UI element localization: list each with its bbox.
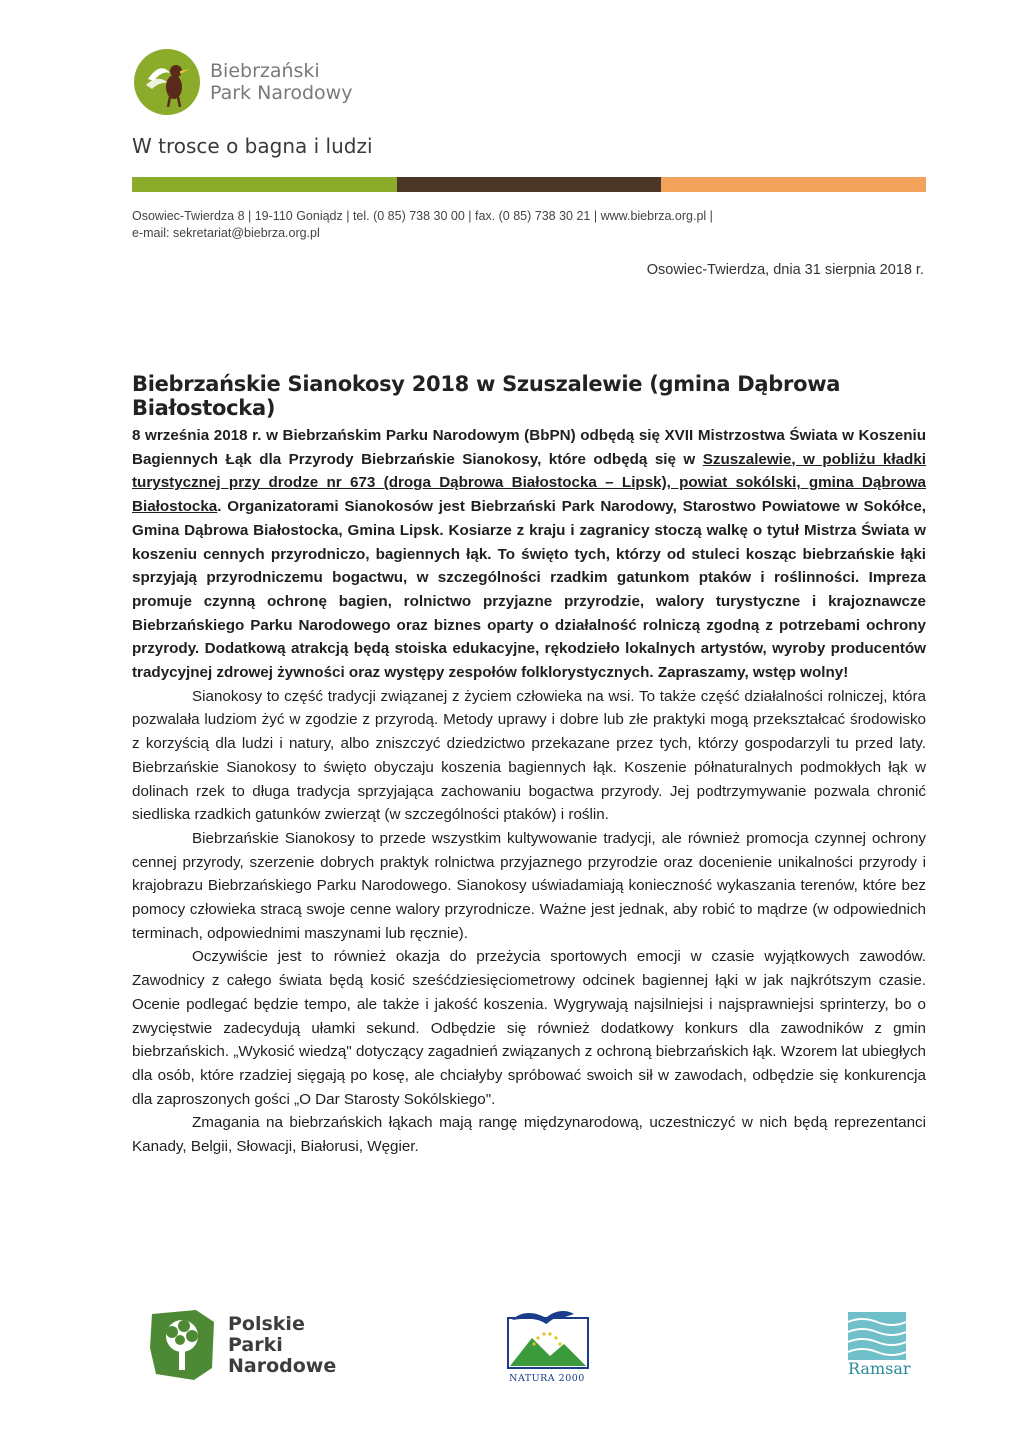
ppn-line1: Polskie	[228, 1312, 305, 1335]
bird-logo-icon	[134, 49, 200, 115]
body-paragraph-4: Zmagania na biebrzańskich łąkach mają rangę międzynarodową, uczestniczyć w nich będą reprezentanci Kanady, Belgii, Słowacji, Białorusi, Węgier.	[132, 1114, 926, 1156]
contact-line-address: Osowiec-Twierdza 8 | 19-110 Goniądz | tel. (0 85) 738 30 00 | fax. (0 85) 738 30 21 | www.biebrza.org.pl |	[132, 209, 713, 223]
natura-bird-icon	[502, 1304, 592, 1370]
park-name-line1: Biebrzański	[210, 60, 320, 82]
park-name	[210, 60, 352, 104]
lead-paragraph	[132, 424, 926, 685]
footer-logos	[0, 1300, 1024, 1390]
contact-line-email: e-mail: sekretariat@biebrza.org.pl	[132, 226, 320, 240]
lead-location-underlined: Szuszalewie, w pobliżu kładki turystycznej przy drodze nr 673 (droga Dąbrowa Białostocka – Lipsk), powiat sokólski, gmina Dąbrowa Białostocka	[132, 450, 926, 516]
color-stripes	[132, 177, 926, 192]
tree-map-icon	[146, 1308, 218, 1382]
stripe-green	[132, 177, 397, 192]
ppn-text	[228, 1314, 336, 1377]
stripe-brown	[397, 177, 662, 192]
document-title: Biebrzańskie Sianokosy 2018 w Szuszalewie (gmina Dąbrowa Białostocka)	[132, 372, 841, 420]
natura-2000-logo	[502, 1304, 592, 1384]
ramsar-logo	[848, 1312, 911, 1378]
ramsar-wave-icon	[848, 1312, 906, 1360]
lead-text-1: 8 września 2018 r. w Biebrzańskim Parku Narodowym (BbPN) odbędą się XVII Mistrzostwa Świata w Koszeniu Bagiennych Łąk dla Przyrody Biebrzańskie Sianokosy, które odbędą się w	[132, 427, 926, 468]
park-logo	[134, 49, 352, 115]
natura-label: NATURA 2000	[509, 1373, 585, 1384]
contact-info	[132, 208, 932, 242]
ppn-line2: Parki	[228, 1333, 283, 1356]
body-paragraph-3: Oczywiście jest to również okazja do przeżycia sportowych emocji w czasie wyjątkowych zawodów. Zawodnicy z całego świata będą kosić sześćdziesięciometrowy odcinek bagiennej łąki w jak najkrótszym czasie. Ocenie podlegać będzie tempo, ale także i jakość koszenia. Wygrywają najsilniejsi i najsprawniejsi sprinterzy, bo o zwycięstwie zadecydują ułamki sekund. Odbędzie się również dodatkowy konkurs dla zawodników z gmin biebrzańskich. „Wykosić wiedzą" dotyczący zagadnień związanych z ochroną biebrzańskich łąk. Wzorem lat ubiegłych dla osób, które rzadziej sięgają po kosę, ale chciałyby spróbować swoich sił w zawodach, odbędzie się konkurencja dla zaproszonych gości „O Dar Starosty Sokólskiego".	[132, 948, 926, 1108]
body-paragraph-2: Biebrzańskie Sianokosy to przede wszystkim kultywowanie tradycji, ale również promocja czynnej ochrony cennej przyrody, szerzenie dobrych praktyk rolnictwa przyjaznego przyrodzie oraz docenienie unikalności przyrody i krajobrazu Biebrzańskiego Parku Narodowego. Sianokosy uświadamiają konieczność wykaszania terenów, które bez pomocy człowieka stracą swoje cenne walory przyrodnicze. Ważne jest jednak, aby robić to mądrze (w odpowiednich terminach, odpowiednimi maszynami lub ręcznie).	[132, 829, 926, 942]
ppn-line3: Narodowe	[228, 1354, 337, 1377]
stripe-orange	[661, 177, 926, 192]
polskie-parki-narodowe-logo	[146, 1308, 336, 1382]
body-paragraph-1: Sianokosy to część tradycji związanej z życiem człowieka na wsi. To także część działalności rolniczej, która pozwalała ludziom żyć w zgodzie z przyrodą. Metody uprawy i dobre lub złe praktyki mogą przekształcać środowisko z korzyścią dla ludzi i natury, albo zniszczyć dziedzictwo przekazane przez tych, którzy gospodarzyli tu przed laty. Biebrzańskie Sianokosy to święto obyczaju koszenia bagiennych łąk. Koszenie półnaturalnych podmokłych łąk w dolinach rzek to długa tradycja sprzyjająca zachowaniu bogactwa przyrody. Jej podtrzymywanie pozwala chronić siedliska rzadkich gatunków zwierząt (w szczególności ptaków) i roślin.	[132, 687, 926, 824]
ramsar-label: Ramsar	[848, 1359, 911, 1378]
tagline: W trosce o bagna i ludzi	[132, 134, 373, 158]
document-body	[132, 424, 926, 1159]
park-name-line2: Park Narodowy	[210, 82, 353, 104]
lead-text-2: . Organizatorami Sianokosów jest Biebrzański Park Narodowy, Starostwo Powiatowe w Sokółce, Gmina Dąbrowa Białostocka, Gmina Lipsk. Kosiarze z kraju i zagranicy stoczą walkę o tytuł Mistrza Świata w koszeniu cennych przyrodniczo, bagiennych łąk. To święto tych, którzy od stuleci kosząc biebrzańskie łąki sprzyjają przyrodniczemu bogactwu, w szczególności rzadkim gatunkom ptaków i roślinności. Impreza promuje czynną ochronę bagien, rolnictwo przyjazne przyrodzie, walory turystyczne i krajoznawcze Biebrzańskiego Parku Narodowego oraz biznes oparty o działalność rolniczą zgodną z potrzebami ochrony przyrody. Dodatkową atrakcją będą stoiska edukacyjne, rękodzieło lokalnych artystów, wyroby producentów tradycyjnej zdrowej żywności oraz występy zespołów folklorystycznych. Zapraszamy, wstęp wolny!	[132, 498, 926, 682]
dateline: Osowiec-Twierdza, dnia 31 sierpnia 2018 r.	[646, 262, 924, 278]
